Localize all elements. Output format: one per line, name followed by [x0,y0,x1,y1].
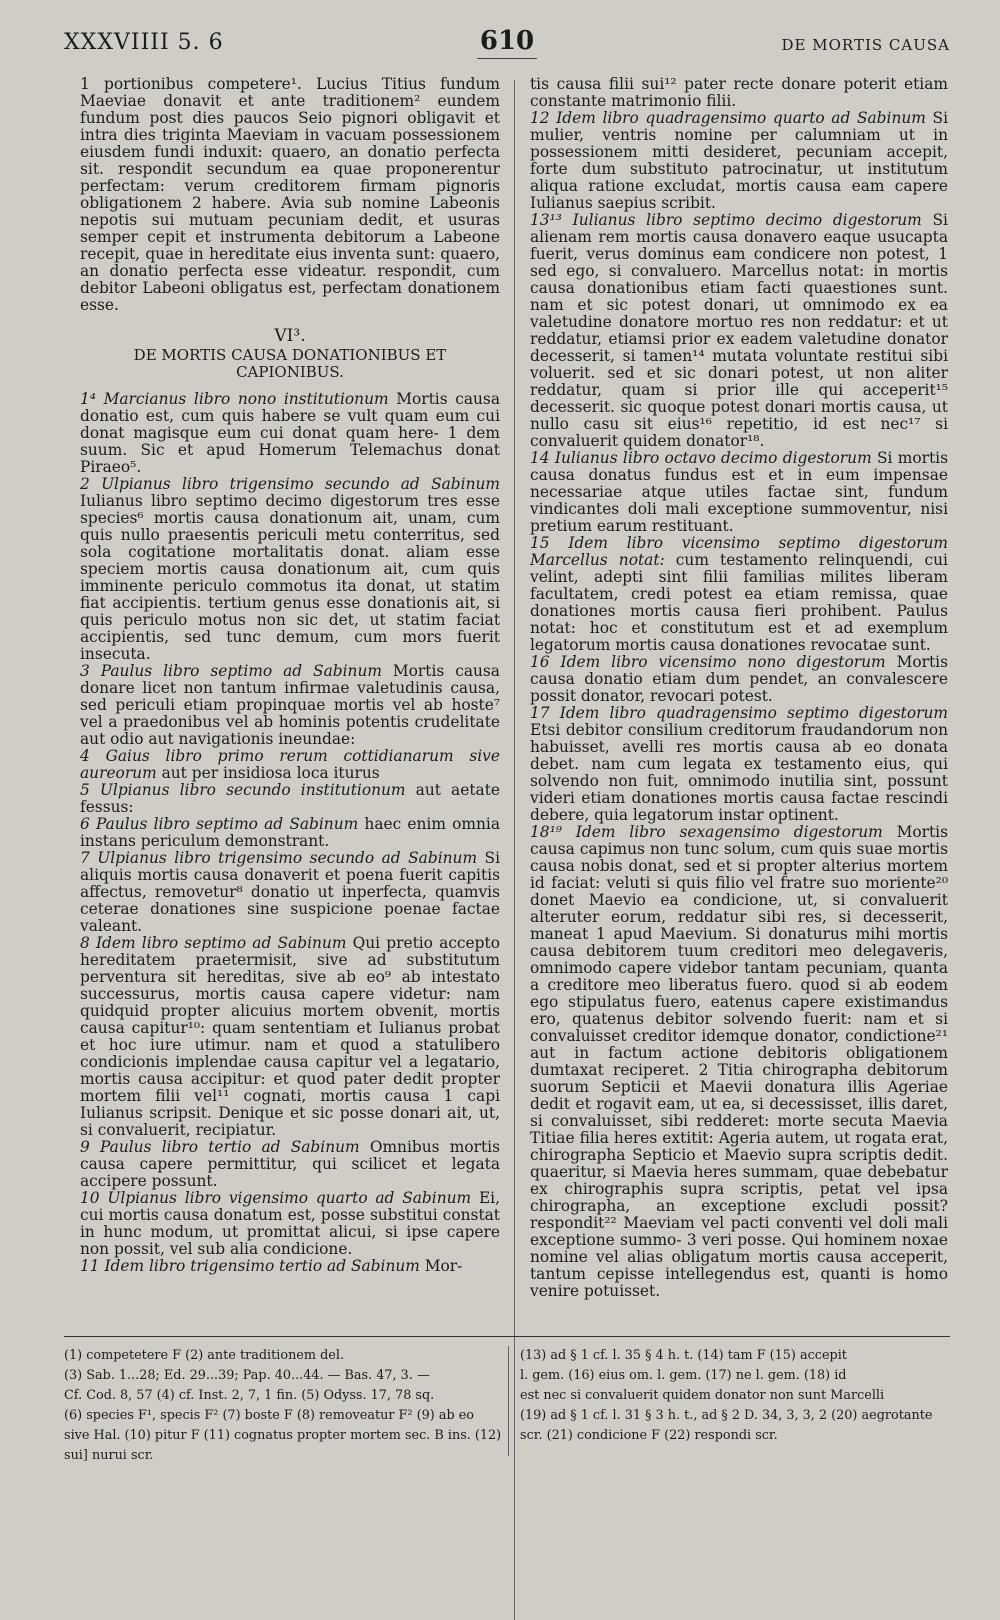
fragment-4 [80,748,500,782]
fragment-6 [80,816,500,850]
fragment-8-text: Qui pretio accepto hereditatem praetermisit, sive ad substitutum perventura sit hereditas, sive ab eo⁹ ab intestato successurus, mortis causa capere videtur: nam quidquid propter alicuius mortem obvenit, mortis causa capitur¹⁰: quam sententiam et Iulianus probat et hoc iure utimur. nam et quod a statulibero condicionis implendae causa capitur vel a legatario, mortis causa accipitur: et quod pater dedit propter mortem filii vel¹¹ cognati, mortis causa 1 capi Iulianus scripsit. Denique et sic posse donari ait, ut, si convaluerit, recipiatur. [80,934,500,1139]
fragment-15 [530,535,948,654]
fragment-3 [80,663,500,748]
fragment-9-text: Omnibus mortis causa capere permittitur, qui scilicet et legata accipere possunt. [80,1138,500,1190]
fragment-7-text: Si aliquis mortis causa donaverit et poena fuerit capitis affectus, removetur⁸ donatio ut inperfecta, quamvis ceterae donationes sine suspicione poenae factae valeant. [80,849,500,935]
left-column [80,76,500,1275]
footnote-line: (3) Sab. 1...28; Ed. 29...39; Pap. 40...44. — Bas. 47, 3. — [64,1368,430,1383]
fragment-7-inscription: 7 Ulpianus libro trigensimo secundo ad Sabinum [80,849,478,867]
fragment-6-inscription: 6 Paulus libro septimo ad Sabinum [80,815,359,833]
fragment-17-text: Etsi debitor consilium creditorum fraudandorum non habuisset, avelli res mortis causa ab eo donata debet. nam cum legata ex testamento eius, qui solvendo non fuit, omnimodo inutilia sint, possunt videri etiam donationes mortis causa factae rescindi debere, quia legatorum instar optinent. [530,721,948,824]
footnotes-left [64,1346,502,1466]
header-reference: XXXVIIII 5. 6 [64,30,224,55]
fragment-11-continued: tis causa filii sui¹² pater recte donare poterit etiam constante matrimonio filii. [530,75,948,110]
fragment-6-text: haec enim omnia instans periculum demonstrant. [80,815,500,850]
fragment-10-inscription: 10 Ulpianus libro vigensimo quarto ad Sabinum [80,1189,472,1207]
fragment-12 [530,110,948,212]
section-subtitle: DE MORTIS CAUSA DONATIONIBUS ET CAPIONIBUS. [133,346,447,381]
fragment-18-inscription: 18¹⁹ Idem libro sexagensimo digestorum [530,823,883,841]
fragment-5 [80,782,500,816]
opening-paragraph: 1 portionibus competere¹. Lucius Titius fundum Maeviae donavit et ante traditionem² eundem fundum post dies paucos Seio pignori obligavit et intra dies triginta Maeviam in vacuam possessionem eiusdem fundi induxit: quaero, an donatio perfecta sit. respondit secundum ea quae proponerentur perfectam: verum creditorem firmam pignoris obligationem 2 habere. Avia sub nomine Labeonis nepotis sui mutuam pecuniam dedit, et usuras semper cepit et instrumenta debitorum a Labeone recepit, quae in hereditate eius inventa sunt: quaero, an donatio perfecta esse videatur. respondit, cum debitor Labeoni obligatus est, perfectam donationem esse. [80,75,500,314]
fragment-16 [530,654,948,705]
right-column [530,76,948,1300]
fragment-14-inscription: 14 Iulianus libro octavo decimo digestorum [530,449,872,467]
column-divider [514,80,515,1620]
fragment-2-text: Iulianus libro septimo decimo digestorum tres esse species⁶ mortis causa donationum ait, unam, cum quis nullo praesentis periculi metu conterritus, sed sola cogitatione mortalitatis donat. aliam esse speciem mortis causa donationum ait, cum quis imminente periculo commotus ita donat, ut statim fiat accipientis. tertium genus esse donationis ait, si quis periculo motus non sic det, ut statim faciat accipientis, sed tunc demum, cum mors fuerit insecuta. [80,492,500,663]
fragment-10-text: Ei, cui mortis causa donatum est, posse substitui constat in hunc modum, ut promittat alicui, si ipse capere non possit, vel sub alia condicione. [80,1189,500,1258]
footnote-line: (19) ad § 1 cf. l. 31 § 3 h. t., ad § 2 D. 34, 3, 3, 2 (20) aegrotante scr. (21) condicione F (22) respondi scr. [520,1408,933,1443]
fragment-13-text: Si alienam rem mortis causa donavero eaque usucapta fuerit, verus dominus eam condicere non potest, 1 sed ego, si convaluero. Marcellus notat: in mortis causa donationibus etiam facti quaestiones sunt. nam et sic potest donari, ut omnimodo ex ea valetudine donatore mortuo res non reddatur: et ut reddatur, etiamsi prior ex eadem valetudine donator decesserit, si tamen¹⁴ mutata voluntate restitui sibi voluerit. sed et sic donari potest, ut non aliter reddatur, quam si prior ille qui acceperit¹⁵ decesserit. sic quoque potest donari mortis causa, ut nullo casu sit eius¹⁶ repetitio, id est nec¹⁷ si convaluerit quidem donator¹⁸. [530,211,948,450]
fragment-2-inscription: 2 Ulpianus libro trigensimo secundo ad Sabinum [80,475,500,493]
fragment-1-text: Mortis causa donatio est, cum quis habere se vult quam eum cui donat magisque eum cui donat quam here- 1 dem suum. Sic et apud Homerum Telemachus donat Piraeo⁵. [80,390,500,476]
fragment-13-inscription: 13¹³ Iulianus libro septimo decimo digestorum [530,211,922,229]
footnotes-right [520,1346,950,1446]
fragment-11 [80,1258,500,1275]
fragment-18-text: Mortis causa capimus non tunc solum, cum quis suae mortis causa nobis donat, sed et si propter alterius mortem id faciat: veluti si quis filio vel fratre suo moriente²⁰ donet Maevio ea condicione, ut, si convaluerit alteruter eorum, reddatur sibi res, si decesserit, maneat 1 apud Maevium. Si donaturus mihi mortis causa debitorem tuum creditori meo delegaveris, omnimodo capere videbor tantam pecuniam, quanta a creditore meo liberatus fuero. quod si ab eodem ego stipulatus fuero, eatenus capere existimandus ero, quatenus debitor solvendo fuerit: nam et si convaluisset creditor idemque donator, condictione²¹ aut in factum actione debitoris obligationem dumtaxat reciperet. 2 Titia chirographa debitorum suorum Septicii et Maevii donatura illis Ageriae dedit et rogavit eam, ut ea, si decessisset, illis daret, si convaluisset, sibi redderet: morte secuta Maevia Titiae filia heres extitit: Ageria autem, ut rogata erat, chirographa Septicio et Maevio supra scriptis dedit. quaeritur, si Maevia heres summam, quae debebatur ex chirographis supra scriptis, petat vel ipsa chirographa, an exceptione excludi possit? respondit²² Maeviam vel pacti conventi vel doli mali exceptione summo- 3 veri posse. Qui hominem noxae nomine vel alias obligatum mortis causa acceperit, tantum cepisse intellegendus est, quanti is homo venire potuisset. [530,823,948,1300]
fragment-13 [530,212,948,450]
fragment-16-inscription: 16 Idem libro vicensimo nono digestorum [530,653,886,671]
fragment-9-inscription: 9 Paulus libro tertio ad Sabinum [80,1138,360,1156]
fragment-5-inscription: 5 Ulpianus libro secundo institutionum [80,781,406,799]
fragment-18 [530,824,948,1300]
fragment-4-inscription: 4 Gaius libro primo rerum cottidianarum sive aureorum [80,747,500,782]
fragment-7 [80,850,500,935]
footnote-line: (6) species F¹, specis F² (7) boste F (8) removeatur F² (9) ab eo sive Hal. (10) pitur F (11) cognatus propter mortem sec. B ins. (12) sui] nurui scr. [64,1408,502,1463]
fragment-14-text: Si mortis causa donatus fundus est et in eum impensae necessariae atque utiles factae sint, fundum vindicantes doli mali exceptione summoventur, nisi pretium earum restituant. [530,449,948,535]
fragment-8 [80,935,500,1139]
fragment-3-text: Mortis causa donare licet non tantum infirmae valetudinis causa, sed periculi etiam propinquae mortis vel ab hoste⁷ vel a praedonibus vel ab hominis potentis crudelitate aut odio aut navigationis ineundae: [80,662,500,748]
fragment-4-text: aut per insidiosa loca iturus [161,764,380,782]
footnote-line: est nec si convaluerit quidem donator non sunt Marcelli [520,1388,885,1403]
page-header [64,26,950,70]
fragment-11-text: Mor- [424,1257,463,1275]
fragment-1-inscription: 1⁴ Marcianus libro nono institutionum [80,390,389,408]
fragment-12-inscription: 12 Idem libro quadragensimo quarto ad Sabinum [530,109,926,127]
fragment-11-inscription: 11 Idem libro trigensimo tertio ad Sabinum [80,1257,420,1275]
fragment-3-inscription: 3 Paulus libro septimo ad Sabinum [80,662,382,680]
fragment-1 [80,391,500,476]
footnote-line: (1) competetere F (2) ante traditionem del. [64,1348,345,1363]
fragment-17 [530,705,948,824]
fragment-15-inscription: 15 Idem libro vicensimo septimo digestorum Marcellus notat: [530,534,948,569]
page-number-rule [477,58,537,59]
fragment-5-text: aut aetate fessus: [80,781,500,816]
page-number: 610 [479,26,535,56]
fragment-15-text: cum testamento relinquendi, cui velint, adepti sint filii familias milites liberam facultatem, credi potest ea etiam remissa, quae donationes mortis causa fieri prohibent. Paulus notat: hoc et constitutum est et ad exemplum legatorum mortis causa donationes revocatae sunt. [530,551,948,654]
footnote-divider [508,1346,509,1456]
footnote-line: Cf. Cod. 8, 57 (4) cf. Inst. 2, 7, 1 fin. (5) Odyss. 17, 78 sq. [64,1388,435,1403]
footnote-rule [64,1336,950,1337]
footnote-line: l. gem. (16) eius om. l. gem. (17) ne l. gem. (18) id [520,1368,847,1383]
fragment-16-text: Mortis causa donatio etiam dum pendet, an convalescere possit donator, revocari potest. [530,653,948,705]
header-title: DE MORTIS CAUSA [781,36,950,54]
fragment-12-text: Si mulier, ventris nomine per calumniam ut in possessionem mitti desideret, pecuniam accepit, forte dum substituto patrocinatur, ut institutum aliqua ratione excludat, mortis causa eam capere Iulianus saepius scribit. [530,109,948,212]
fragment-17-inscription: 17 Idem libro quadragensimo septimo digestorum [530,704,948,722]
fragment-9 [80,1139,500,1190]
footnote-line: (13) ad § 1 cf. l. 35 § 4 h. t. (14) tam F (15) accepit [520,1348,847,1363]
fragment-8-inscription: 8 Idem libro septimo ad Sabinum [80,934,347,952]
fragment-10 [80,1190,500,1258]
fragment-2 [80,476,500,663]
fragment-14 [530,450,948,535]
section-title: VI³. [274,326,306,346]
